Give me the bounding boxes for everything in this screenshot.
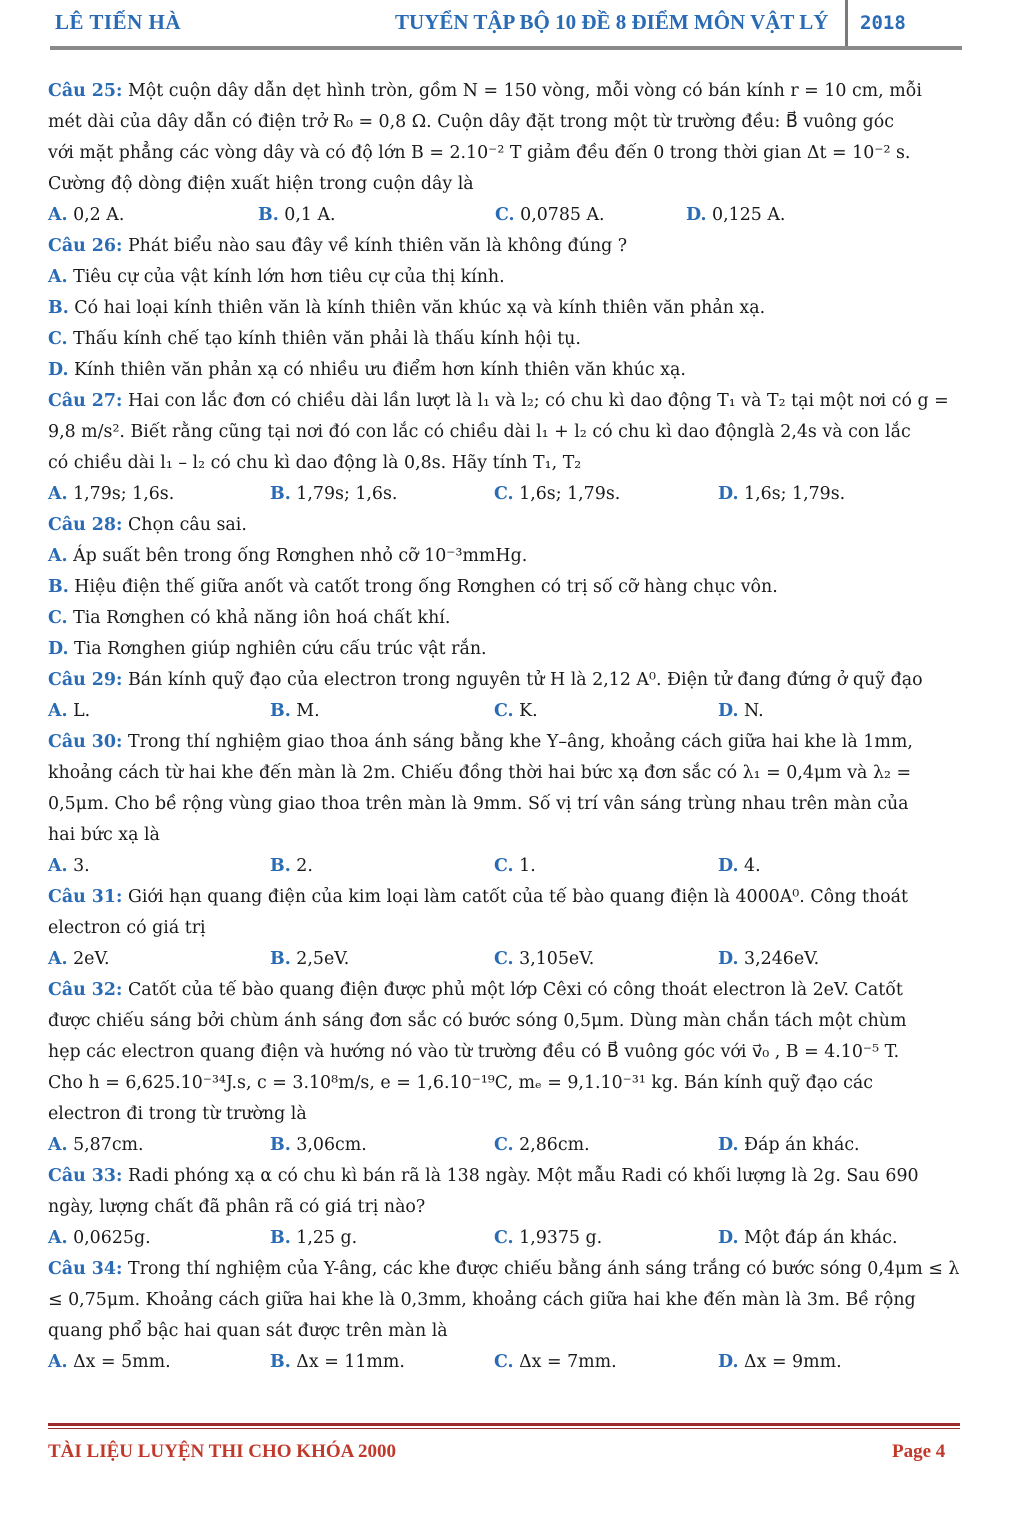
option-text: 4.	[744, 856, 761, 876]
option-letter: D.	[686, 205, 707, 225]
question-block	[48, 975, 948, 1161]
option-text: 2,86cm.	[519, 1135, 590, 1155]
question-list	[48, 76, 960, 1378]
answer-option[interactable]	[48, 944, 110, 975]
options-row	[48, 851, 948, 882]
answer-option[interactable]	[494, 696, 538, 727]
option-text: 0,125 A.	[712, 205, 786, 225]
answer-option[interactable]	[270, 944, 349, 975]
header-author: LÊ TIẾN HÀ	[55, 10, 181, 34]
answer-option[interactable]	[48, 1223, 151, 1254]
option-letter: B.	[48, 577, 69, 597]
question-line	[48, 1192, 948, 1223]
answer-option[interactable]	[718, 944, 819, 975]
question-line	[48, 882, 948, 913]
answer-option[interactable]	[686, 200, 785, 231]
question-text: Giới hạn quang điện của kim loại làm catốt của tế bào quang điện là 4000A⁰. Công thoát	[127, 887, 908, 907]
option-letter: B.	[270, 1228, 291, 1248]
question-text: Cường độ dòng điện xuất hiện trong cuộn dây là	[48, 174, 474, 194]
option-text: 0,0785 A.	[520, 205, 605, 225]
question-block	[48, 882, 948, 975]
answer-option[interactable]	[48, 603, 948, 634]
option-letter: D.	[718, 701, 739, 721]
answer-option[interactable]	[270, 1223, 357, 1254]
answer-option[interactable]	[48, 200, 124, 231]
question-label: Câu 25:	[48, 81, 123, 101]
question-line	[48, 1254, 960, 1285]
option-letter: A.	[48, 1135, 68, 1155]
question-text: ngày, lượng chất đã phân rã có giá trị nào?	[48, 1197, 426, 1217]
option-letter: C.	[48, 329, 68, 349]
option-text: K.	[519, 701, 538, 721]
option-letter: A.	[48, 949, 68, 969]
option-letter: D.	[718, 1135, 739, 1155]
question-line	[48, 76, 948, 107]
options-row	[48, 1347, 948, 1378]
option-letter: B.	[270, 484, 291, 504]
question-text: Phát biểu nào sau đây về kính thiên văn là không đúng ?	[127, 236, 628, 256]
question-text: khoảng cách từ hai khe đến màn là 2m. Chiếu đồng thời hai bức xạ đơn sắc có λ₁ = 0,4μm và λ₂ =	[48, 763, 912, 783]
option-letter: D.	[718, 1228, 739, 1248]
header-divider	[845, 0, 848, 48]
question-text: hẹp các electron quang điện và hướng nó vào từ trường đều có B⃗ vuông góc với v⃗₀ , B = 4.10⁻⁵ T.	[48, 1042, 900, 1062]
option-text: 3,06cm.	[296, 1135, 367, 1155]
option-text: Δx = 9mm.	[744, 1352, 842, 1372]
question-line	[48, 169, 948, 200]
question-line	[48, 386, 948, 417]
answer-option[interactable]	[494, 944, 594, 975]
question-text: Bán kính quỹ đạo của electron trong nguyên tử H là 2,12 A⁰. Điện tử đang đứng ở quỹ đạo	[127, 670, 923, 690]
answer-option[interactable]	[48, 355, 948, 386]
answer-option[interactable]	[718, 1130, 860, 1161]
option-letter: B.	[270, 856, 291, 876]
option-letter: C.	[48, 608, 68, 628]
option-text: 5,87cm.	[73, 1135, 144, 1155]
answer-option[interactable]	[48, 324, 948, 355]
option-letter: A.	[48, 1228, 68, 1248]
option-text: N.	[744, 701, 764, 721]
page-header	[0, 0, 1024, 60]
option-letter: A.	[48, 546, 68, 566]
option-letter: B.	[270, 1135, 291, 1155]
question-text: Cho h = 6,625.10⁻³⁴J.s, c = 3.10⁸m/s, e = 1,6.10⁻¹⁹C, mₑ = 9,1.10⁻³¹ kg. Bán kính quỹ đạo các	[48, 1073, 873, 1093]
option-letter: D.	[718, 949, 739, 969]
answer-option[interactable]	[270, 851, 313, 882]
option-letter: D.	[718, 484, 739, 504]
option-letter: C.	[494, 1228, 514, 1248]
option-letter: A.	[48, 856, 68, 876]
option-text: 0,0625g.	[73, 1228, 151, 1248]
question-text: với mặt phẳng các vòng dây và có độ lớn B = 2.10⁻² T giảm đều đến 0 trong thời gian Δt = 10⁻² s.	[48, 143, 911, 163]
options-row	[48, 200, 948, 231]
question-line	[48, 1285, 948, 1316]
footer-rule	[48, 1423, 960, 1426]
header-year: 2018	[860, 12, 906, 34]
question-line	[48, 975, 948, 1006]
option-letter: D.	[718, 856, 739, 876]
option-letter: B.	[258, 205, 279, 225]
option-text: Tia Rơnghen giúp nghiên cứu cấu trúc vật rắn.	[74, 639, 487, 659]
options-row	[48, 479, 948, 510]
question-label: Câu 34:	[48, 1259, 123, 1279]
answer-option[interactable]	[48, 696, 90, 727]
answer-option[interactable]	[48, 634, 948, 665]
question-block	[48, 231, 948, 386]
answer-option[interactable]	[494, 1130, 590, 1161]
question-label: Câu 29:	[48, 670, 123, 690]
question-text: ≤ 0,75μm. Khoảng cách giữa hai khe là 0,3mm, khoảng cách giữa hai khe đến màn là 3m. Bề rộng	[48, 1290, 916, 1310]
answer-option[interactable]	[718, 851, 761, 882]
answer-option[interactable]	[270, 479, 397, 510]
option-letter: C.	[495, 205, 515, 225]
question-label: Câu 30:	[48, 732, 123, 752]
option-letter: C.	[494, 484, 514, 504]
option-text: 0,2 A.	[73, 205, 125, 225]
option-text: 3.	[73, 856, 90, 876]
option-text: Δx = 5mm.	[73, 1352, 171, 1372]
question-line	[48, 1068, 948, 1099]
answer-option[interactable]	[494, 851, 536, 882]
answer-option[interactable]	[48, 293, 948, 324]
question-text: hai bức xạ là	[48, 825, 160, 845]
option-text: Tiêu cự của vật kính lớn hơn tiêu cự của thị kính.	[73, 267, 505, 287]
option-text: Áp suất bên trong ống Rơnghen nhỏ cỡ 10⁻³mmHg.	[73, 546, 528, 566]
option-text: 1,6s; 1,79s.	[744, 484, 846, 504]
answer-option[interactable]	[48, 479, 174, 510]
footer-rule-thin	[48, 1428, 960, 1429]
question-text: Chọn câu sai.	[127, 515, 247, 535]
option-text: Δx = 11mm.	[296, 1352, 405, 1372]
question-line	[48, 448, 948, 479]
question-block	[48, 727, 948, 882]
answer-option[interactable]	[494, 479, 620, 510]
page-number: Page 4	[892, 1441, 946, 1462]
question-text: 0,5μm. Cho bề rộng vùng giao thoa trên màn là 9mm. Số vị trí vân sáng trùng nhau trên màn của	[48, 794, 909, 814]
answer-option[interactable]	[494, 1347, 617, 1378]
answer-option[interactable]	[270, 696, 320, 727]
question-line	[48, 1006, 948, 1037]
question-label: Câu 33:	[48, 1166, 123, 1186]
option-text: Đáp án khác.	[744, 1135, 860, 1155]
option-text: 2,5eV.	[296, 949, 350, 969]
question-label: Câu 27:	[48, 391, 123, 411]
question-line	[48, 727, 948, 758]
question-text: Trong thí nghiệm của Y-âng, các khe được chiếu bằng ánh sáng trắng có bước sóng 0,4μm ≤ λ	[127, 1259, 960, 1279]
option-text: 1,25 g.	[296, 1228, 358, 1248]
question-text: electron đi trong từ trường là	[48, 1104, 307, 1124]
options-row	[48, 944, 948, 975]
question-text: mét dài của dây dẫn có điện trở R₀ = 0,8 Ω. Cuộn dây đặt trong một từ trường đều: B⃗ vuông góc	[48, 112, 895, 132]
question-label: Câu 26:	[48, 236, 123, 256]
option-letter: A.	[48, 701, 68, 721]
question-text: electron có giá trị	[48, 918, 206, 938]
options-row	[48, 696, 948, 727]
option-text: Kính thiên văn phản xạ có nhiều ưu điểm hơn kính thiên văn khúc xạ.	[74, 360, 686, 380]
option-text: 1.	[519, 856, 536, 876]
option-text: Tia Rơnghen có khả năng iôn hoá chất khí.	[73, 608, 451, 628]
option-text: 2.	[296, 856, 313, 876]
question-line	[48, 1316, 948, 1347]
answer-option[interactable]	[270, 1130, 367, 1161]
answer-option[interactable]	[48, 541, 948, 572]
question-line	[48, 417, 948, 448]
question-label: Câu 32:	[48, 980, 123, 1000]
question-block	[48, 76, 948, 231]
question-block	[48, 665, 948, 727]
question-line	[48, 665, 948, 696]
option-letter: A.	[48, 205, 68, 225]
question-text: Một cuộn dây dẫn dẹt hình tròn, gồm N = 150 vòng, mỗi vòng có bán kính r = 10 cm, mỗi	[127, 81, 922, 101]
question-label: Câu 28:	[48, 515, 123, 535]
option-text: 1,6s; 1,79s.	[519, 484, 621, 504]
question-line	[48, 1099, 948, 1130]
option-text: 1,79s; 1,6s.	[296, 484, 398, 504]
option-text: 1,79s; 1,6s.	[73, 484, 175, 504]
option-letter: A.	[48, 267, 68, 287]
answer-option[interactable]	[494, 1223, 602, 1254]
option-text: Δx = 7mm.	[519, 1352, 617, 1372]
question-block	[48, 386, 948, 510]
option-text: Hiệu điện thế giữa anốt và catốt trong ống Rơnghen có trị số cỡ hàng chục vôn.	[74, 577, 778, 597]
question-line	[48, 820, 948, 851]
answer-option[interactable]	[718, 1347, 842, 1378]
option-letter: A.	[48, 1352, 68, 1372]
question-text: Radi phóng xạ α có chu kì bán rã là 138 ngày. Một mẫu Radi có khối lượng là 2g. Sau 690	[127, 1166, 919, 1186]
question-line	[48, 758, 948, 789]
option-text: 1,9375 g.	[519, 1228, 603, 1248]
option-letter: D.	[718, 1352, 739, 1372]
question-line	[48, 510, 948, 541]
option-letter: B.	[270, 1352, 291, 1372]
question-line	[48, 1161, 948, 1192]
option-text: Một đáp án khác.	[744, 1228, 898, 1248]
option-text: M.	[296, 701, 320, 721]
option-text: Có hai loại kính thiên văn là kính thiên văn khúc xạ và kính thiên văn phản xạ.	[74, 298, 766, 318]
answer-option[interactable]	[48, 572, 948, 603]
question-block	[48, 1161, 948, 1254]
answer-option[interactable]	[718, 479, 845, 510]
option-letter: C.	[494, 701, 514, 721]
answer-option[interactable]	[718, 696, 764, 727]
option-letter: B.	[270, 701, 291, 721]
answer-option[interactable]	[48, 1347, 171, 1378]
option-letter: B.	[48, 298, 69, 318]
option-letter: B.	[270, 949, 291, 969]
option-text: L.	[73, 701, 91, 721]
option-letter: D.	[48, 639, 69, 659]
options-row	[48, 1130, 948, 1161]
option-text: 2eV.	[73, 949, 110, 969]
answer-option[interactable]	[48, 851, 90, 882]
option-letter: C.	[494, 1135, 514, 1155]
answer-option[interactable]	[48, 262, 948, 293]
option-text: Thấu kính chế tạo kính thiên văn phải là thấu kính hội tụ.	[73, 329, 581, 349]
question-line	[48, 789, 948, 820]
question-text: Catốt của tế bào quang điện được phủ một lớp Cêxi có công thoát electron là 2eV. Catốt	[127, 980, 903, 1000]
footer-title: TÀI LIỆU LUYỆN THI CHO KHÓA 2000	[48, 1441, 397, 1462]
answer-option[interactable]	[48, 1130, 144, 1161]
option-text: 3,246eV.	[744, 949, 820, 969]
question-line	[48, 107, 948, 138]
question-label: Câu 31:	[48, 887, 123, 907]
answer-option[interactable]	[258, 200, 336, 231]
question-line	[48, 138, 948, 169]
question-line	[48, 231, 948, 262]
question-line	[48, 1037, 948, 1068]
option-letter: C.	[494, 949, 514, 969]
option-text: 0,1 A.	[284, 205, 336, 225]
question-text: quang phổ bậc hai quan sát được trên màn là	[48, 1321, 448, 1341]
answer-option[interactable]	[495, 200, 605, 231]
option-letter: C.	[494, 1352, 514, 1372]
question-block	[48, 510, 948, 665]
header-rule	[50, 46, 962, 50]
answer-option[interactable]	[270, 1347, 405, 1378]
option-letter: D.	[48, 360, 69, 380]
question-text: Trong thí nghiệm giao thoa ánh sáng bằng khe Y–âng, khoảng cách giữa hai khe là 1mm,	[127, 732, 913, 752]
options-row	[48, 1223, 948, 1254]
question-text: có chiều dài l₁ – l₂ có chu kì dao động là 0,8s. Hãy tính T₁, T₂	[48, 453, 582, 473]
option-letter: A.	[48, 484, 68, 504]
answer-option[interactable]	[718, 1223, 897, 1254]
option-text: 3,105eV.	[519, 949, 595, 969]
question-text: được chiếu sáng bởi chùm ánh sáng đơn sắc có bước sóng 0,5μm. Dùng màn chắn tách một chùm	[48, 1011, 907, 1031]
option-letter: C.	[494, 856, 514, 876]
question-text: 9,8 m/s². Biết rằng cũng tại nơi đó con lắc có chiều dài l₁ + l₂ có chu kì dao độnglà 2,4s và con lắc	[48, 422, 911, 442]
question-text: Hai con lắc đơn có chiều dài lần lượt là l₁ và l₂; có chu kì dao động T₁ và T₂ tại một nơi có g =	[127, 391, 949, 411]
question-line	[48, 913, 948, 944]
question-block	[48, 1254, 960, 1378]
header-title: TUYỂN TẬP BỘ 10 ĐỀ 8 ĐIỂM MÔN VẬT LÝ	[395, 10, 829, 34]
